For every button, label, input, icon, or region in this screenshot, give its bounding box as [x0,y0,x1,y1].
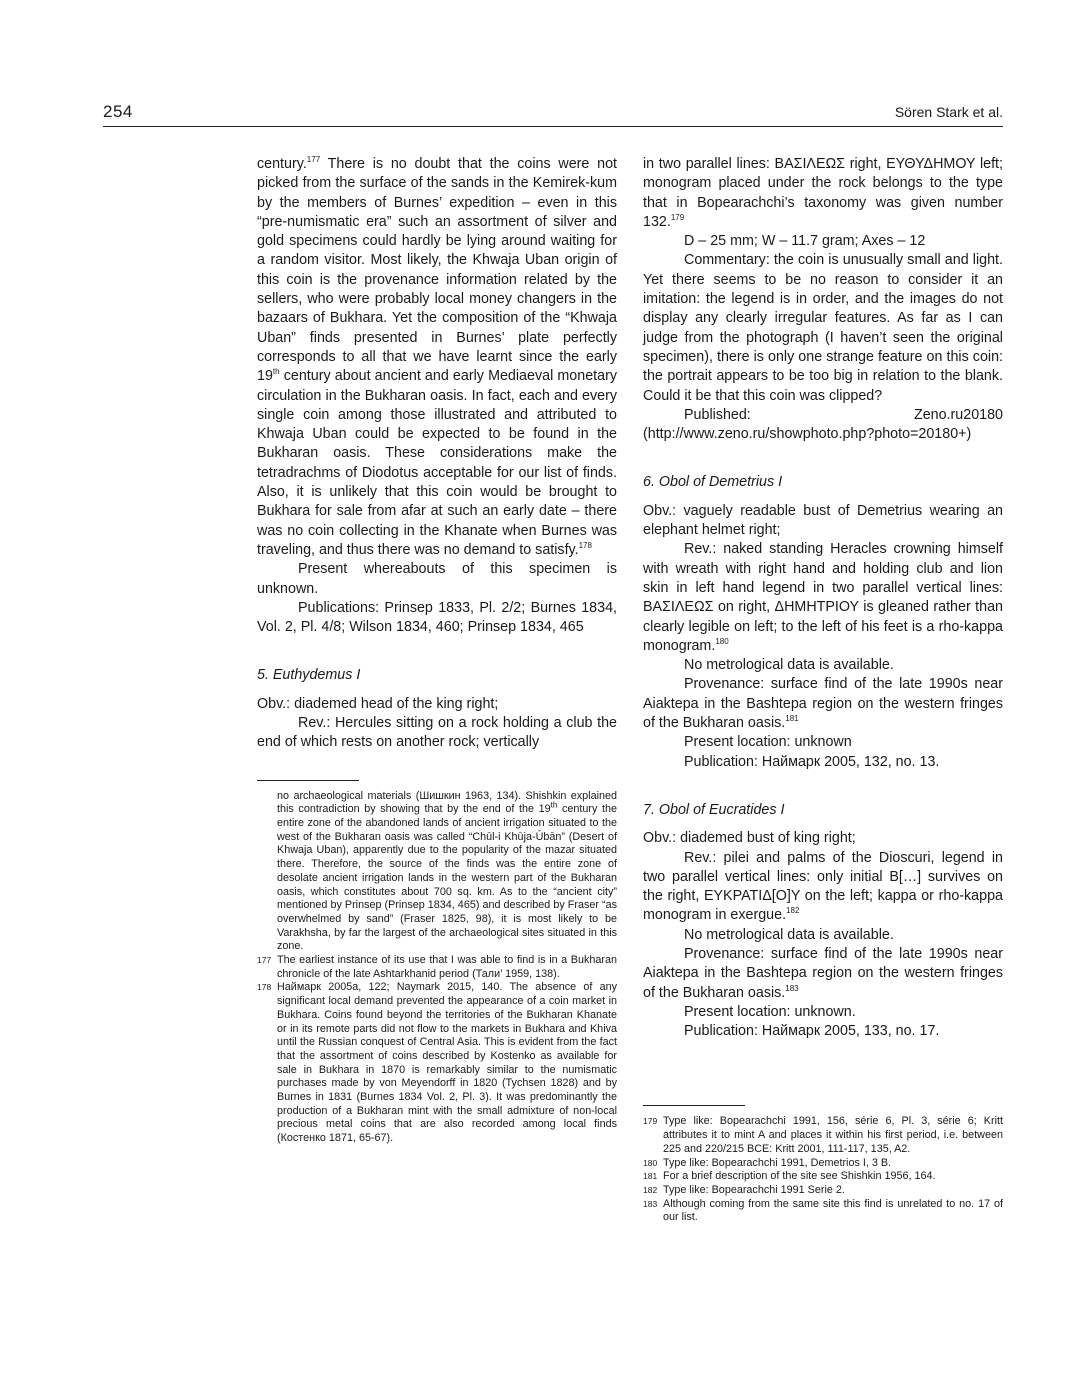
publication-6: Publication: Наймарк 2005, 132, no. 13. [684,753,940,770]
footnote-178: 178 Наймарк 2005a, 122; Naymark 2015, 140. The absence of any significant local demand prevented the appearance of a coin market in Bukhara. Coins found beyond the territories of the Bukharan Khanate or in its remote parts did not flow to the markets in Bukhara and Khiva until the Russian conquest of Central Asia. This is evident from the fact that the assortment of coins described by Kostenko as available for sale in Bukhara in 1870 is remarkably similar to the numismatic purchases made by von Meyendorff in 1820 (Tychsen 1828) and by Burnes in 1831 (Burnes 1834 Vol. 2, Pl. 3). It was predominantly the production of a Bukharan mint with the small admixture of non-local precious metal coins that are also recorded among local finds (Костенко 1871, 65-67). [257,981,617,1145]
published-5: Published: Zeno.ru20180 (http://www.zeno.ru/showphoto.php?photo=20180+) [643,406,1003,443]
obverse-5: Obv.: diademed head of the king right; [257,695,499,712]
metrology-5: D – 25 mm; W – 11.7 gram; Axes – 12 [684,233,926,250]
left-column [257,155,617,1146]
metrology-7: No metrological data is available. [684,926,894,943]
obverse-6: Obv.: vaguely readable bust of Demetrius wearing an elephant helmet right; [643,502,1003,539]
metrology-6: No metrological data is available. [684,657,894,674]
footnote-ref-180[interactable]: 180 [715,637,729,647]
footnote-ref-179[interactable]: 179 [670,213,685,223]
reverse-6: Rev.: naked standing Heracles crowning himself with wreath with right hand and holding club and lion skin in left hand legend in two parallel vertical lines: ΒΑΣΙΛΕΩΣ on right, ΔΗΜΗΤΡΙΟΥ is gleaned rather than clearly legible on left; to the left of his feet is a rho-kappa monogram.$^{180}$ [643,541,1003,654]
running-head: Sören Stark et al. [894,104,1003,120]
footnote-177: 177 The earliest instance of its use that I was able to find is in a Bukharan chronicle of the late Ashtarkhanid period (Тали’ 1959, 138). [257,954,617,980]
publication-7: Publication: Наймарк 2005, 133, no. 17. [684,1023,940,1040]
footnote-183: 183 Although coming from the same site this find is unrelated to no. 17 of our list. [643,1197,1003,1224]
location-6: Present location: unknown [684,734,852,751]
footnote-ref-178[interactable]: 178 [578,541,592,551]
section-heading-6: 6. Obol of Demetrius I [643,474,783,491]
paragraph-khwaja-uban: century.$^{177}$ There is no doubt that the coins were not picked from the surface of the sands in the Kemirek-kum by the members of Burnes’ expedition – even in this “pre-numismatic era” such an assortment of silver and gold specimens could hardly be lying around waiting for a random visitor. Most likely, the Khwaja Uban origin of this coin is the provenance information related by the sellers, who were probably local money changers in the bazaars of Bukhara. Yet the composition of the “Khwaja Uban” finds presented in Burnes’ plate perfectly corresponds to all that we have learnt since the early 19th century about ancient and early Mediaeval monetary circulation in the Bukharan oasis. In fact, each and every single coin among those illustrated and attributed to Khwaja Uban could be expected to be found in the Bukharan oasis. These considerations make the tetradrachms of Diodotus acceptable for our list of finds. Also, it is unlikely that this coin would be brought to Bukhara for sale from afar at such an early date – there was no coin collecting in the Khanate when Burnes was traveling, and thus there was no demand to satisfy.$^{178}$ [257,155,617,558]
reverse-5: Rev.: Hercules sitting on a rock holding a club the end of which rests on another rock; vertically [257,715,617,751]
obverse-7: Obv.: diademed bust of king right; [643,830,856,847]
location-7: Present location: unknown. [684,1003,856,1020]
right-column [643,155,1003,1225]
footnote-ref-177[interactable]: 177 [306,155,321,165]
page-number: 254 [103,102,133,121]
footnote-ref-183[interactable]: 183 [785,983,799,993]
section-heading-5: 5. Euthydemus I [257,667,361,684]
footnote-ref-182[interactable]: 182 [786,906,800,916]
commentary-5: Commentary: the coin is unusually small and light. Yet there seems to be no reason to consider it an imitation: the legend is in order, and the images do not display any clearly irregular features. As far as I can judge from the photograph (I haven’t seen the original specimen), there is only one strange feature on this coin: the portrait appears to be too big in relation to the blank. Could it be that this coin was clipped? [643,252,1003,404]
section-heading-7: 7. Obol of Eucratides I [643,801,785,818]
footnote-182: 182 Type like: Bopearachchi 1991 Serie 2. [643,1183,845,1196]
provenance-6: Provenance: surface find of the late 1990s near Aiaktepa in the Bashtepa region on the western fringes of the Bukharan oasis.$^{181}$ [643,676,1003,732]
provenance-7: Provenance: surface find of the late 1990s near Aiaktepa in the Bashtepa region on the western fringes of the Bukharan oasis.$^{183}$ [643,945,1003,1001]
footnote-181: 181 For a brief description of the site see Shishkin 1956, 164. [643,1170,936,1183]
page-header [103,100,1003,127]
reverse-7: Rev.: pilei and palms of the Dioscuri, legend in two parallel vertical lines: only initial B[…] survives on the right, ΕΥΚΡΑΤΙΔ[Ο]Υ on the left; kappa or rho-kappa monogram in exergue.$^{182}$ [643,849,1003,924]
footnote-ref-181[interactable]: 181 [785,714,799,724]
footnote-180: 180 Type like: Bopearachchi 1991, Demetrios I, 3 B. [643,1156,892,1169]
paragraph-legend-5: in two parallel lines: ΒΑΣΙΛΕΩΣ right, ΕΥΘΥΔΗΜΟΥ left; monogram placed under the rock belongs to the type that in Bopearachchi’s taxonomy was given number 132.$^{179}$ [643,156,1003,230]
footnote-continued: no archaeological materials (Шишкин 1963, 134). Shishkin explained this contradiction by showing that by the end of the 19th century the entire zone of the abandoned lands of ancient irrigation situated to the west of the Bukharan oasis was called “Chūl-i Khūja-Ūbān” (Desert of Khwaja Uban), apparently due to the popularity of the mazar situated there. Therefore, the source of the finds was the entire zone of desolate ancient irrigation lands in the western part of the Bukharan oasis, which constitutes about 700 sq. km. As to the “ancient city” mentioned by Prinsep (Prinsep 1834, 465) and described by Fraser “as overwhelmed by sand” (Fraser 1825, 98), it is most likely to be Varakhsha, by far the largest of the archaeological sites situated in this zone. [277,789,617,953]
paragraph-publications: Publications: Prinsep 1833, Pl. 2/2; Burnes 1834, Vol. 2, Pl. 4/8; Wilson 1834, 460; Prinsep 1834, 465 [257,599,617,636]
footnote-179: 179 Type like: Bopearachchi 1991, 156, série 6, Pl. 3, série 6; Kritt attributes it to mint A and places it within his first period, i.e. between 225 and 220/215 BCE: Kritt 2001, 111-117, 135, A2. [643,1115,1003,1155]
paragraph-whereabouts: Present whereabouts of this specimen is unknown. [257,561,617,597]
